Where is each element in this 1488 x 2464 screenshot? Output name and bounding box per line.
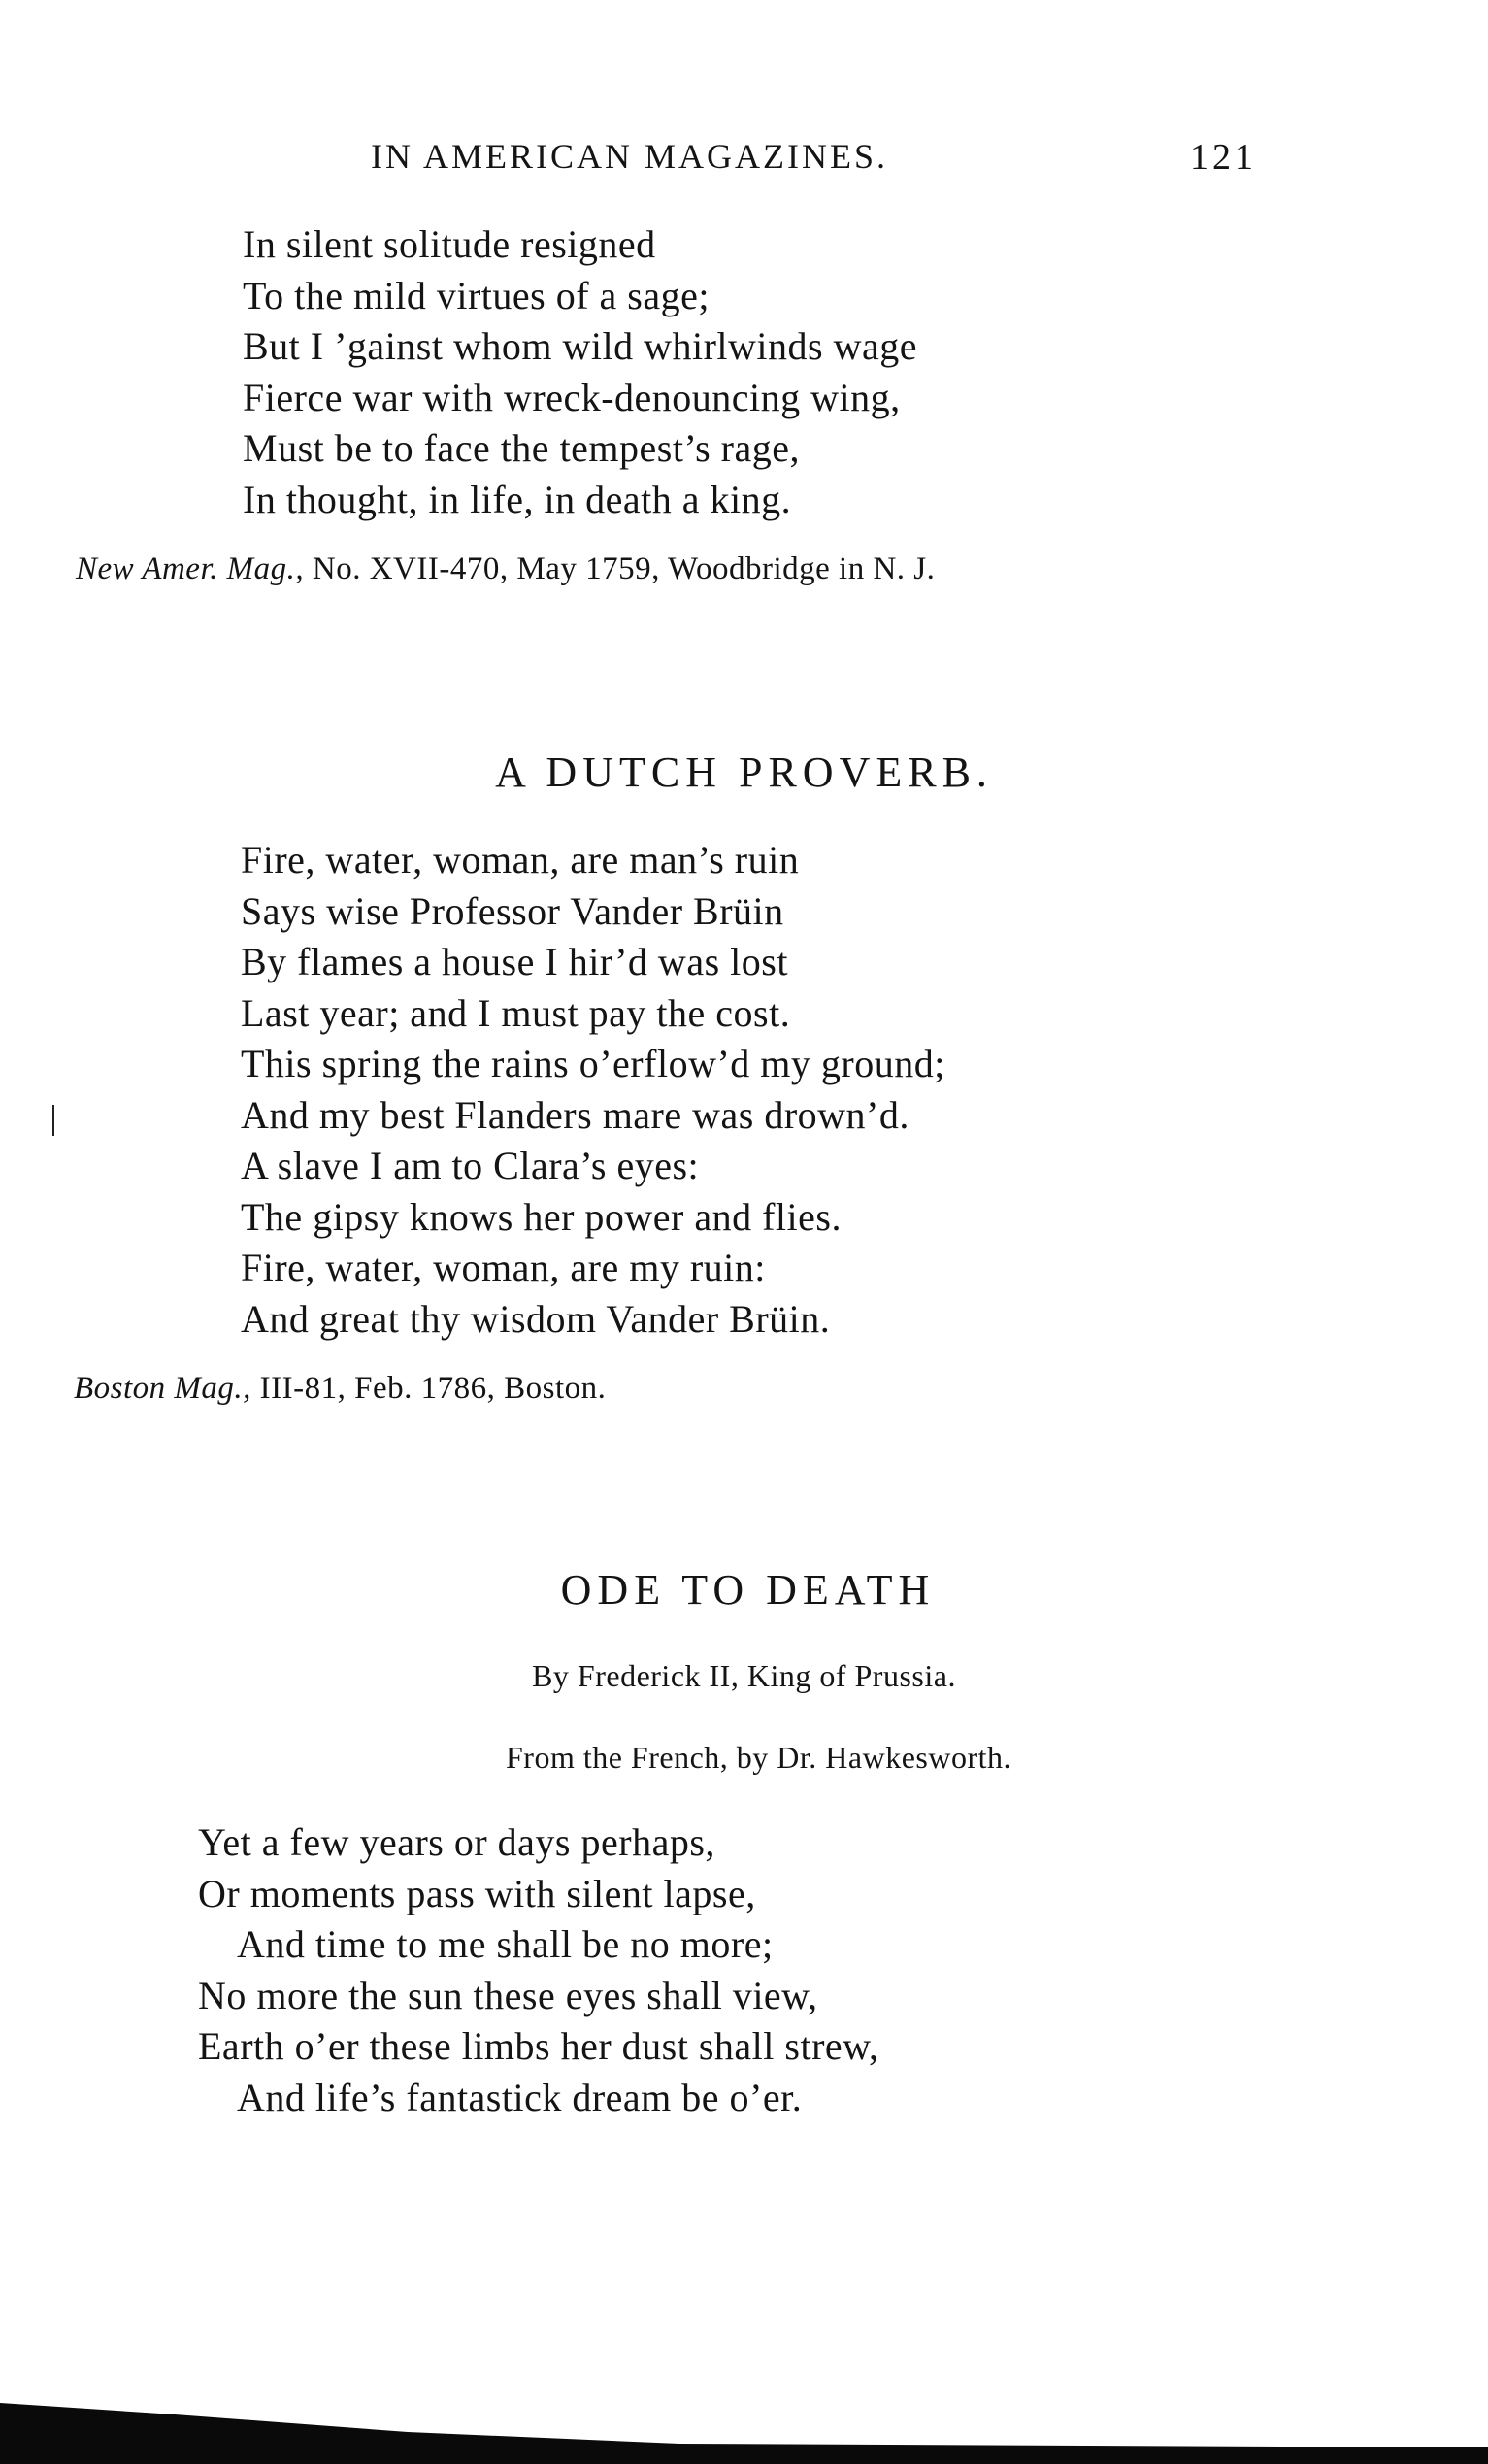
poem-line: The gipsy knows her power and flies.: [241, 1194, 842, 1239]
poem2-stanza: [241, 835, 945, 1345]
poem-line: And time to me shall be no more;: [237, 1922, 774, 1966]
poem3-title: ODE TO DEATH: [560, 1566, 936, 1614]
poem3-byline: By Frederick II, King of Prussia.: [532, 1658, 956, 1693]
poem-line: Fire, water, woman, are my ruin:: [241, 1246, 766, 1289]
poem-line: Says wise Professor Vander Brüin: [241, 888, 784, 933]
poem-line: But I ’gainst whom wild whirlwinds wage: [243, 324, 917, 368]
poem-line: No more the sun these eyes shall view,: [198, 1973, 818, 2017]
poem-line: Fire, water, woman, are man’s ruin: [241, 838, 800, 882]
source-magazine: New Amer. Mag.,: [76, 551, 305, 586]
poem-line: And great thy wisdom Vander Brüin.: [241, 1296, 831, 1341]
poem3-stanza: [198, 1817, 878, 2123]
poem-line: Yet a few years or days perhaps,: [198, 1820, 715, 1864]
poem-line: Fierce war with wreck-denouncing wing,: [243, 375, 901, 419]
poem-line: To the mild virtues of a sage;: [243, 273, 710, 317]
poem1-source-citation: [76, 551, 935, 587]
poem-line: And life’s fantastick dream be o’er.: [237, 2075, 803, 2119]
source-details: III-81, Feb. 1786, Boston.: [250, 1371, 607, 1406]
poem2-title: A DUTCH PROVERB.: [495, 749, 993, 796]
poem-line: Must be to face the tempest’s rage,: [243, 426, 800, 470]
page-number: 121: [1190, 137, 1257, 178]
running-head: IN AMERICAN MAGAZINES.: [371, 137, 888, 176]
poem-line: In thought, in life, in death a king.: [243, 477, 792, 521]
poem2-source-citation: [74, 1371, 606, 1407]
poem3-translation-note: From the French, by Dr. Hawkesworth.: [505, 1740, 1012, 1775]
source-magazine: Boston Mag.,: [74, 1371, 251, 1406]
poem1-stanza: [243, 219, 917, 525]
scan-edge-shadow: [0, 2393, 1488, 2464]
poem-line: Last year; and I must pay the cost.: [241, 990, 791, 1035]
poem-line: And my best Flanders mare was drown’d.: [241, 1092, 909, 1137]
page-header: [0, 136, 1488, 194]
margin-mark: [52, 1105, 54, 1136]
poem-line: In silent solitude resigned: [243, 222, 656, 266]
poem-line: By flames a house I hir’d was lost: [241, 940, 788, 983]
poem-line: A slave I am to Clara’s eyes:: [241, 1144, 700, 1187]
poem-line: Earth o’er these limbs her dust shall strew,: [198, 2024, 879, 2068]
poem-line: Or moments pass with silent lapse,: [198, 1871, 756, 1915]
source-details: No. XVII-470, May 1759, Woodbridge in N. J.: [304, 551, 936, 586]
poem-line: This spring the rains o’erflow’d my ground;: [241, 1042, 945, 1085]
